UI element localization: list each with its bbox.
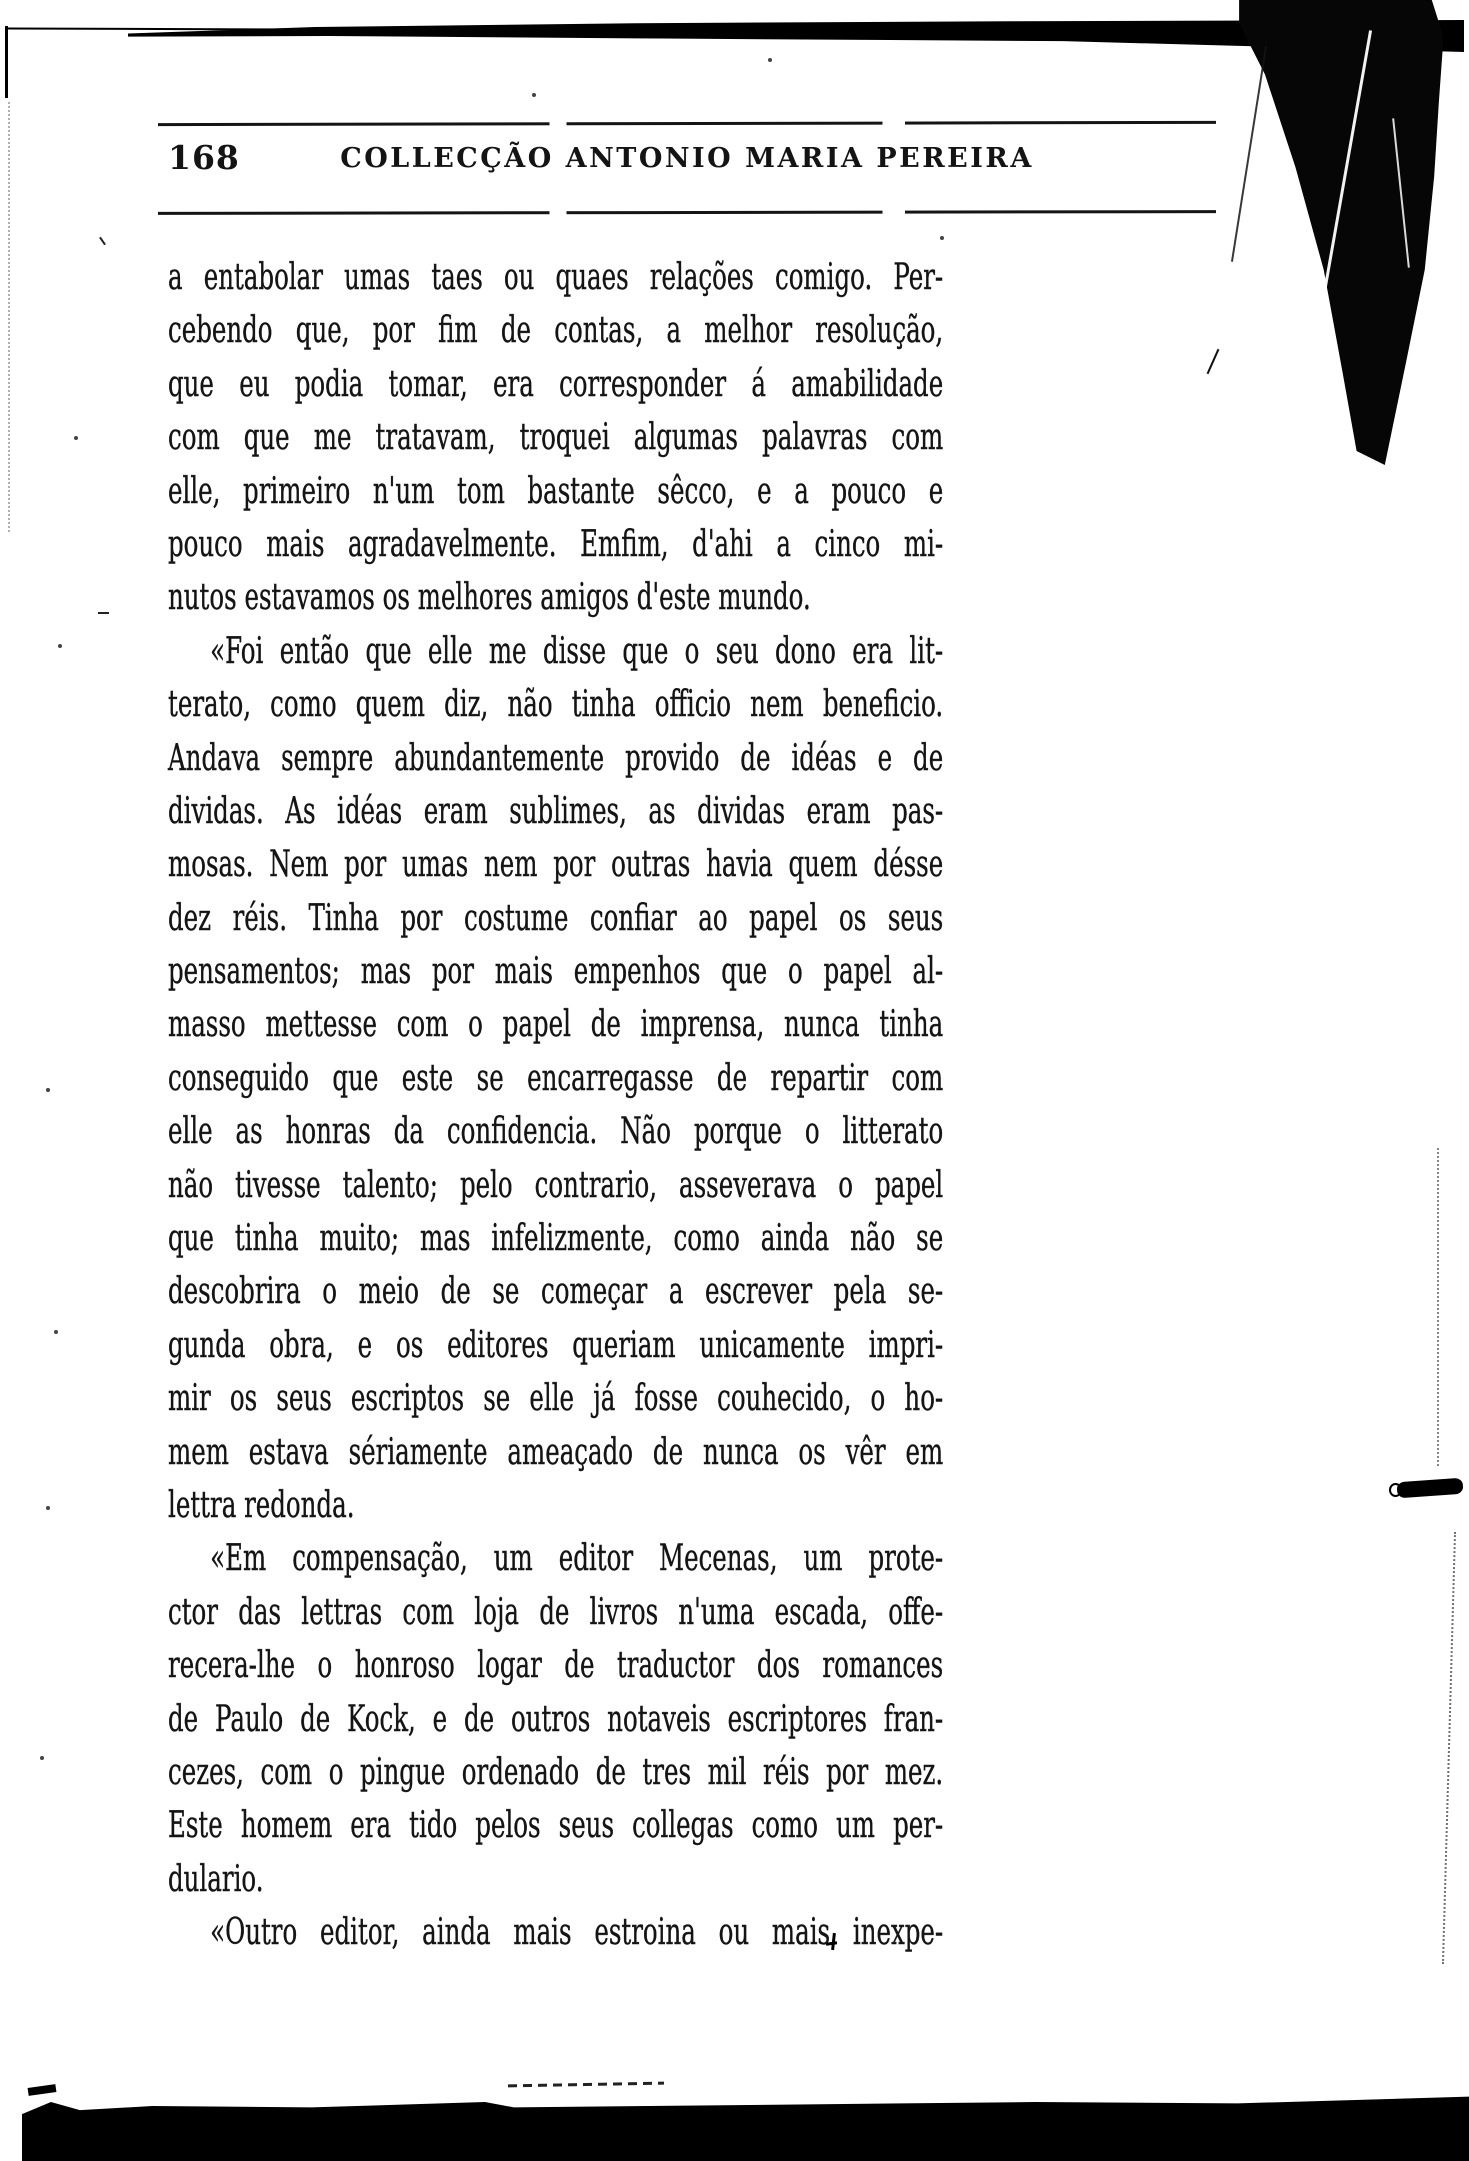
header-rule-top <box>158 121 1216 126</box>
text-line: que tinha muito; mas infelizmente, como ainda não se <box>168 1218 944 1260</box>
scan-artifact-margin-hook <box>1389 1483 1402 1497</box>
scan-artifact-margin-crease <box>1437 1148 1439 1466</box>
scan-artifact-dots <box>508 2082 664 2088</box>
text-line: não tivesse talento; pelo contrario, asseverava o papel <box>168 1164 944 1206</box>
scan-speck <box>98 612 109 614</box>
text-line: «Outro editor, ainda mais estroina ou mais inexpe- <box>210 1912 944 1954</box>
text-line: descobrira o meio de se começar a escrever pela se- <box>168 1271 944 1313</box>
running-title: COLLECÇÃO ANTONIO MARIA PEREIRA <box>340 143 1034 174</box>
text-line: masso mettesse com o papel de imprensa, nunca tinha <box>168 1004 944 1046</box>
text-line: mosas. Nem por umas nem por outras havia quem désse <box>168 844 944 886</box>
scan-artifact-bottom-bar <box>22 2094 1469 2161</box>
scan-artifact-corner-crease <box>8 102 10 532</box>
scan-speck <box>46 1506 50 1510</box>
text-line: Andava sempre abundantemente provido de idéas e de <box>168 737 944 779</box>
text-line: conseguido que este se encarregasse de repartir com <box>168 1057 944 1099</box>
text-line: elle, primeiro n'um tom bastante sêcco, e a pouco e <box>168 470 944 512</box>
text-line: de Paulo de Kock, e de outros notaveis escriptores fran- <box>168 1698 944 1740</box>
text-line: «Em compensação, um editor Mecenas, um prote- <box>210 1538 944 1580</box>
text-line: elle as honras da confidencia. Não porque o litterato <box>168 1111 944 1153</box>
text-line: mir os seus escriptos se elle já fosse couhecido, o ho- <box>168 1378 944 1420</box>
scan-speck <box>46 1088 50 1092</box>
text-line: recera-lhe o honroso logar de traductor dos romances <box>168 1645 944 1687</box>
page-number: 168 <box>168 138 240 177</box>
scan-speck <box>768 58 772 62</box>
scan-artifact-corner-mark <box>5 26 8 98</box>
scan-speck <box>532 93 536 97</box>
scan-artifact-slash <box>1207 349 1220 374</box>
text-line: a entabolar umas taes ou quaes relações comigo. Per- <box>168 257 944 298</box>
text-line: cebendo que, por fim de contas, a melhor resolução, <box>168 310 944 352</box>
scan-artifact-blob <box>28 2084 57 2096</box>
text-line: lettra redonda. <box>168 1484 355 1526</box>
scan-speck <box>74 436 78 440</box>
text-line: ctor das lettras com loja de livros n'uma escada, offe- <box>168 1591 944 1633</box>
text-line: «Foi então que elle me disse que o seu dono era lit- <box>210 630 944 672</box>
text-line: mem estava sériamente ameaçado de nunca os vêr em <box>168 1431 944 1473</box>
text-line: que eu podia tomar, era corresponder á amabilidade <box>168 363 944 405</box>
scan-artifact-crease-line <box>1231 46 1267 262</box>
text-line: terato, como quem diz, não tinha officio nem beneficio. <box>168 684 944 726</box>
scan-speck <box>940 236 944 240</box>
text-line: pouco mais agradavelmente. Emfim, d'ahi a cinco mi- <box>168 523 944 565</box>
text-line: pensamentos; mas por mais empenhos que o papel al- <box>168 951 944 993</box>
scan-speck <box>58 644 62 648</box>
text-line: gunda obra, e os editores queriam unicamente impri- <box>168 1324 944 1366</box>
text-line: cezes, com o pingue ordenado de tres mil réis por mez. <box>168 1751 944 1793</box>
text-line: dividas. As idéas eram sublimes, as dividas eram pas- <box>168 790 944 832</box>
text-line: dulario. <box>168 1858 264 1900</box>
text-line: Este homem era tido pelos seus collegas como um per- <box>168 1805 944 1847</box>
body-text <box>168 251 944 1960</box>
scan-artifact-margin-crease <box>1442 1532 1456 1964</box>
scan-artifact-margin-dash <box>1397 1478 1464 1499</box>
scan-speck <box>99 237 106 246</box>
text-line: com que me tratavam, troquei algumas palavras com <box>168 417 944 459</box>
running-header <box>158 134 1216 190</box>
header-rule-bottom <box>158 210 1216 215</box>
scan-speck <box>54 1330 58 1334</box>
text-line: dez réis. Tinha por costume confiar ao papel os seus <box>168 897 944 939</box>
text-line: nutos estavamos os melhores amigos d'este mundo. <box>168 577 811 619</box>
scan-speck <box>40 1756 44 1760</box>
